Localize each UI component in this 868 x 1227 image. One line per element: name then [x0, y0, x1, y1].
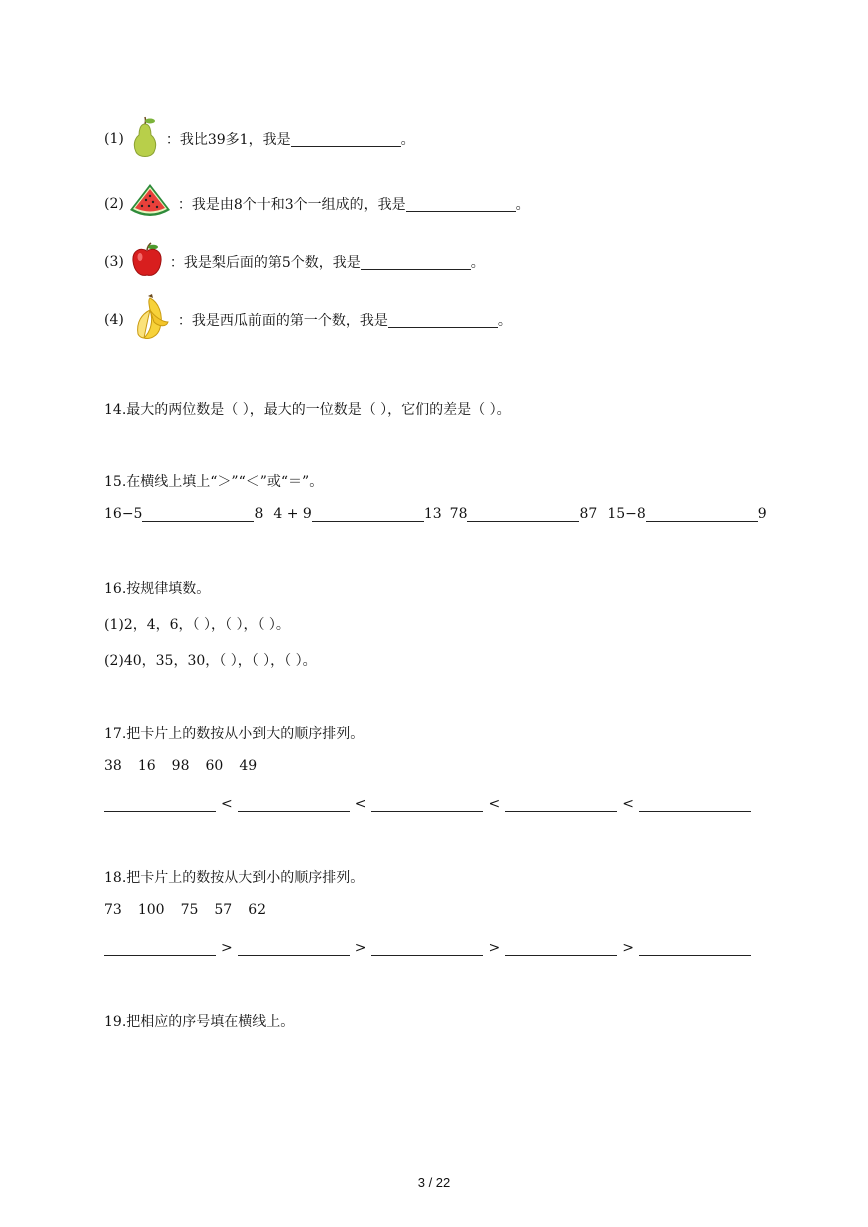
- compare-left-3: 78: [449, 506, 468, 522]
- order-blank-1[interactable]: [104, 797, 216, 812]
- q13-item-4: [104, 292, 512, 348]
- banana-icon: [128, 292, 172, 348]
- order-blank-2[interactable]: [238, 797, 350, 812]
- order-blank-3[interactable]: [371, 797, 483, 812]
- question-16-line-2: (2)40，35，30，（ ），（ ），（ ）。: [104, 653, 317, 669]
- answer-blank[interactable]: [406, 197, 516, 212]
- compare-left-2: 4 + 9: [273, 506, 312, 522]
- order-blank-1[interactable]: [104, 941, 216, 956]
- item-text: ：我比39多1，我是: [165, 132, 291, 148]
- question-15-title: 15.在横线上填上“＞”“＜”或“＝”。: [104, 474, 324, 490]
- item-text: ：我是西瓜前面的第一个数，我是: [177, 313, 388, 329]
- answer-blank[interactable]: [291, 132, 401, 147]
- card-number: 62: [248, 902, 267, 918]
- item-text: ：我是由8个十和3个一组成的，我是: [177, 197, 406, 213]
- order-sign: <: [488, 796, 501, 812]
- compare-right-1: 8: [254, 506, 264, 522]
- question-15-row: [104, 506, 767, 522]
- item-end: 。: [515, 197, 530, 213]
- card-number: 100: [137, 902, 165, 918]
- item-end: 。: [400, 132, 415, 148]
- compare-left-4: 15−8: [607, 506, 646, 522]
- card-number: 73: [104, 902, 122, 918]
- question-17-title: 17.把卡片上的数按从小到大的顺序排列。: [104, 726, 365, 742]
- compare-blank-3[interactable]: [467, 507, 579, 522]
- card-number: 38: [104, 758, 122, 774]
- item-end: 。: [470, 255, 485, 271]
- item-number: (2): [104, 196, 124, 212]
- compare-blank-2[interactable]: [312, 507, 424, 522]
- order-sign: <: [622, 796, 634, 812]
- item-number: (3): [104, 254, 124, 270]
- apple-icon: [130, 242, 164, 282]
- question-16-title: 16.按规律填数。: [104, 581, 211, 597]
- compare-right-2: 13: [423, 506, 442, 522]
- order-sign: <: [221, 796, 233, 812]
- pear-icon: [130, 115, 160, 163]
- card-number: 75: [180, 902, 199, 918]
- card-number: 16: [137, 758, 156, 774]
- item-number: (1): [104, 131, 124, 147]
- question-18-numbers: [104, 902, 266, 918]
- q13-item-2: [104, 182, 530, 226]
- answer-blank[interactable]: [388, 313, 498, 328]
- answer-blank[interactable]: [361, 255, 471, 270]
- item-end: 。: [497, 313, 512, 329]
- card-number: 57: [214, 902, 233, 918]
- q13-item-1: [104, 115, 415, 163]
- card-number: 60: [205, 758, 224, 774]
- compare-blank-4[interactable]: [646, 507, 758, 522]
- question-16-line-1: (1)2，4，6，（ ），（ ），（ ）。: [104, 617, 290, 633]
- order-sign: >: [488, 940, 501, 956]
- q13-item-3: [104, 242, 485, 282]
- question-18-title: 18.把卡片上的数按从大到小的顺序排列。: [104, 870, 365, 886]
- order-sign: <: [354, 796, 367, 812]
- compare-right-3: 87: [579, 506, 598, 522]
- order-sign: >: [221, 940, 233, 956]
- page-number: 3 / 22: [417, 1175, 451, 1190]
- order-blank-5[interactable]: [639, 941, 751, 956]
- order-blank-5[interactable]: [639, 797, 751, 812]
- watermelon-icon: [128, 182, 172, 226]
- question-17-numbers: [104, 758, 257, 774]
- order-blank-2[interactable]: [238, 941, 350, 956]
- order-sign: >: [622, 940, 634, 956]
- compare-right-4: 9: [757, 506, 767, 522]
- question-17-order-row: [104, 796, 751, 812]
- order-sign: >: [354, 940, 367, 956]
- card-number: 98: [171, 758, 190, 774]
- item-text: ：我是梨后面的第5个数，我是: [169, 255, 361, 271]
- compare-blank-1[interactable]: [142, 507, 254, 522]
- question-18-order-row: [104, 940, 751, 956]
- card-number: 49: [239, 758, 258, 774]
- compare-left-1: 16−5: [104, 506, 143, 522]
- question-19-title: 19.把相应的序号填在横线上。: [104, 1014, 295, 1030]
- question-14: 14.最大的两位数是（ ），最大的一位数是（ ），它们的差是（ ）。: [104, 402, 511, 418]
- item-number: (4): [104, 312, 124, 328]
- order-blank-3[interactable]: [371, 941, 483, 956]
- order-blank-4[interactable]: [505, 941, 617, 956]
- order-blank-4[interactable]: [505, 797, 617, 812]
